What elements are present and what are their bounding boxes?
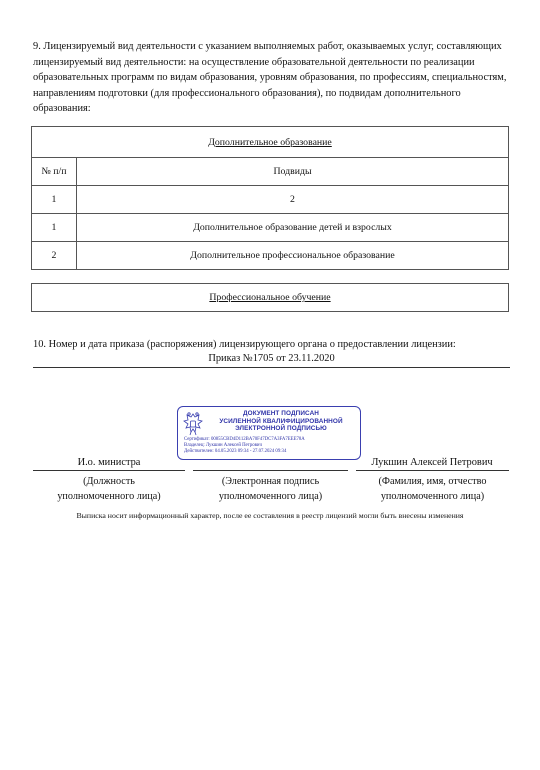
stamp-title-line: ЭЛЕКТРОННОЙ ПОДПИСЬЮ	[235, 425, 327, 433]
position-caption	[33, 474, 185, 504]
section-10-text: 10. Номер и дата приказа (распоряжения) лицензирующего органа о предоставлении лицензии:	[33, 339, 456, 350]
stamp-title	[206, 410, 356, 433]
stamp-validity: Действителен: 04.05.2023 09:34 - 27.07.2024 09:34	[184, 449, 287, 455]
order-number: Приказ №1705 от 23.11.2020	[33, 351, 510, 368]
stamp-certificate: Сертификат: 00855CBD4D112BA70F47DC7A3FA7EEE78A	[184, 437, 305, 442]
footer-note: Выписка носит информационный характер, после ее составления в реестр лицензий могли быть внесены изменения	[76, 511, 464, 520]
caption-line: уполномоченного лица)	[380, 491, 485, 502]
caption-line: уполномоченного лица)	[57, 491, 161, 502]
signer-name-value: Лукшин Алексей Петрович	[371, 457, 493, 468]
table-row	[32, 242, 509, 270]
caption-line: уполномоченного лица)	[218, 491, 323, 502]
table-title-row	[32, 127, 509, 158]
table-title-text: Дополнительное образование	[208, 136, 332, 148]
signature-caption	[193, 474, 348, 504]
table-index-row	[32, 186, 509, 214]
table-title	[32, 284, 509, 312]
coat-of-arms-icon	[182, 411, 204, 437]
name-caption	[356, 474, 509, 504]
table-row	[32, 214, 509, 242]
position-value: И.о. министра	[77, 457, 141, 468]
signature-underline	[193, 470, 348, 471]
row-num: 1	[32, 214, 77, 242]
table-title	[32, 127, 509, 158]
column-index-1: 1	[32, 186, 77, 214]
row-subtype: Дополнительное профессиональное образование	[77, 242, 509, 270]
column-header-num: № п/п	[32, 158, 77, 186]
row-num: 2	[32, 242, 77, 270]
position-underline	[33, 470, 185, 471]
caption-line: (Электронная подпись	[221, 476, 320, 487]
table-header-row	[32, 158, 509, 186]
additional-education-table	[31, 126, 509, 270]
name-underline	[356, 470, 509, 471]
electronic-signature-stamp	[177, 406, 361, 460]
column-index-2: 2	[77, 186, 509, 214]
stamp-title-line: УСИЛЕННОЙ КВАЛИФИЦИРОВАННОЙ	[219, 417, 343, 425]
table-title-row	[32, 284, 509, 312]
column-header-subtype: Подвиды	[77, 158, 509, 186]
table-title-text: Профессиональное обучение	[209, 292, 331, 303]
caption-line: (Должность	[83, 476, 135, 487]
section-9-text: 9. Лицензируемый вид деятельности с указанием выполняемых работ, оказываемых услуг, составляющих лицензируемый вид деятельности: на осуществление образовательной деятельности по реализации образовательных программ по видам образования, уровням образования, по профессиям, специальностям, направлениям подготовки (для профессионального образования), по подвидам дополнительного образования:	[33, 41, 507, 115]
stamp-title-line: ДОКУМЕНТ ПОДПИСАН	[242, 410, 320, 417]
stamp-details	[184, 437, 305, 456]
row-subtype: Дополнительное образование детей и взрослых	[77, 214, 509, 242]
professional-training-table	[31, 283, 509, 312]
caption-line: (Фамилия, имя, отчество	[378, 476, 487, 487]
stamp-owner: Владелец: Лукшин Алексей Петрович	[184, 443, 262, 449]
